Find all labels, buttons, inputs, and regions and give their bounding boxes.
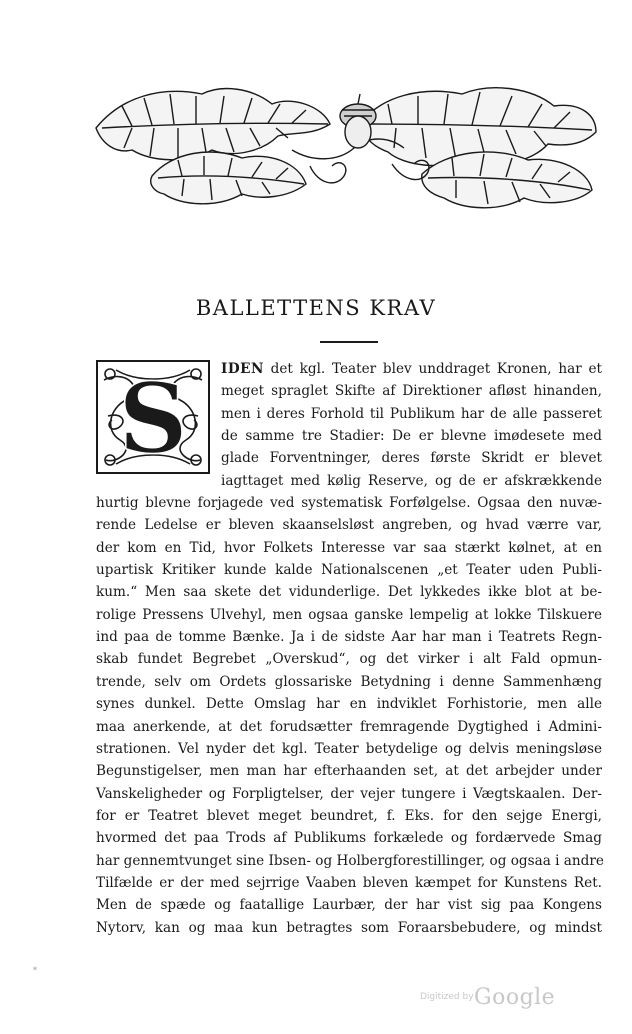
text-line: hurtig blevne forjagede ved systematisk Forfølgelse. Ogsaa den nuvæ- bbox=[96, 495, 602, 512]
text-line: for er Teatret blevet meget beundret, f. Eks. for den sejge Energi, bbox=[96, 807, 602, 824]
text-line: der kom en Tid, hvor Folkets Interesse var saa stærkt kølnet, at en bbox=[96, 539, 602, 556]
text-line: ind paa de tomme Bænke. Ja i de sidste Aar har man i Teatrets Regn- bbox=[96, 629, 602, 646]
text-line: Vanskeligheder og Forpligtelser, der vejer tungere i Vægtskaalen. Der- bbox=[96, 785, 602, 802]
digitized-by-label: Digitized by bbox=[420, 992, 474, 1002]
chapter-title: BALLETTENS KRAV bbox=[195, 296, 437, 320]
text-line: meget spraglet Skifte af Direktioner afløst hinanden, bbox=[221, 383, 602, 400]
first-word: IDEN bbox=[221, 361, 264, 377]
drop-cap-letter: S bbox=[118, 362, 188, 474]
text-line: Nytorv, kan og maa kun betragtes som Foraarsbebudere, og mindst bbox=[96, 919, 602, 936]
text-line: men i deres Forhold til Publikum har de alle passeret bbox=[221, 405, 602, 422]
oak-leaf-headpiece-icon bbox=[92, 66, 600, 216]
body-text bbox=[96, 358, 602, 939]
text-line: Begunstigelser, men man har efterhaanden set, at det arbejder under bbox=[96, 763, 602, 780]
text-line: skab fundet Begrebet „Overskud“, og det virker i alt Fald opmun- bbox=[96, 651, 602, 668]
text-line: rende Ledelse er bleven skaanselsløst angreben, og hvad værre var, bbox=[96, 517, 602, 534]
text-line: IDEN det kgl. Teater blev unddraget Kronen, har et bbox=[221, 361, 602, 377]
text-line: synes dunkel. Dette Omslag har en indviklet Forhistorie, men alle bbox=[96, 696, 602, 713]
page-mark: * bbox=[33, 966, 37, 975]
text-line: maa anerkende, at det forudsætter fremragende Dygtighed i Admini- bbox=[96, 718, 602, 735]
text-line: kum.“ Men saa skete det vidunderlige. Det lykkedes ikke blot at be- bbox=[96, 584, 602, 601]
text-line: iagttaget med kølig Reserve, og de er afskrækkende bbox=[221, 472, 602, 489]
title-divider bbox=[320, 341, 378, 343]
text-line: trende, selv om Ordets glossariske Betydning i denne Sammenhæng bbox=[96, 673, 602, 690]
text-line: hvormed det paa Trods af Publikums forkælede og fordærvede Smag bbox=[96, 830, 602, 847]
text-line: glade Forventninger, deres første Skridt er blevet bbox=[221, 450, 602, 467]
text-line: har gennemtvunget sine Ibsen- og Holbergforestillinger, og ogsaa i andre bbox=[96, 852, 604, 869]
text-line: upartisk Kritiker kunde kalde Nationalscenen „et Teater uden Publi- bbox=[96, 562, 602, 579]
text-line: strationen. Vel nyder det kgl. Teater betydelige og delvis meningsløse bbox=[96, 740, 602, 757]
text-line: Tilfælde er der med sejrrige Vaaben bleven kæmpet for Kunstens Ret. bbox=[96, 874, 602, 891]
text-line: rolige Pressens Ulvehyl, men ogsaa ganske lempelig at lokke Tilskuere bbox=[96, 606, 602, 623]
google-watermark: Google bbox=[474, 985, 556, 1010]
text-line: de samme tre Stadier: De er blevne imødesete med bbox=[221, 428, 602, 445]
text-line: Men de spæde og faatallige Laurbær, der har vist sig paa Kongens bbox=[96, 897, 602, 914]
